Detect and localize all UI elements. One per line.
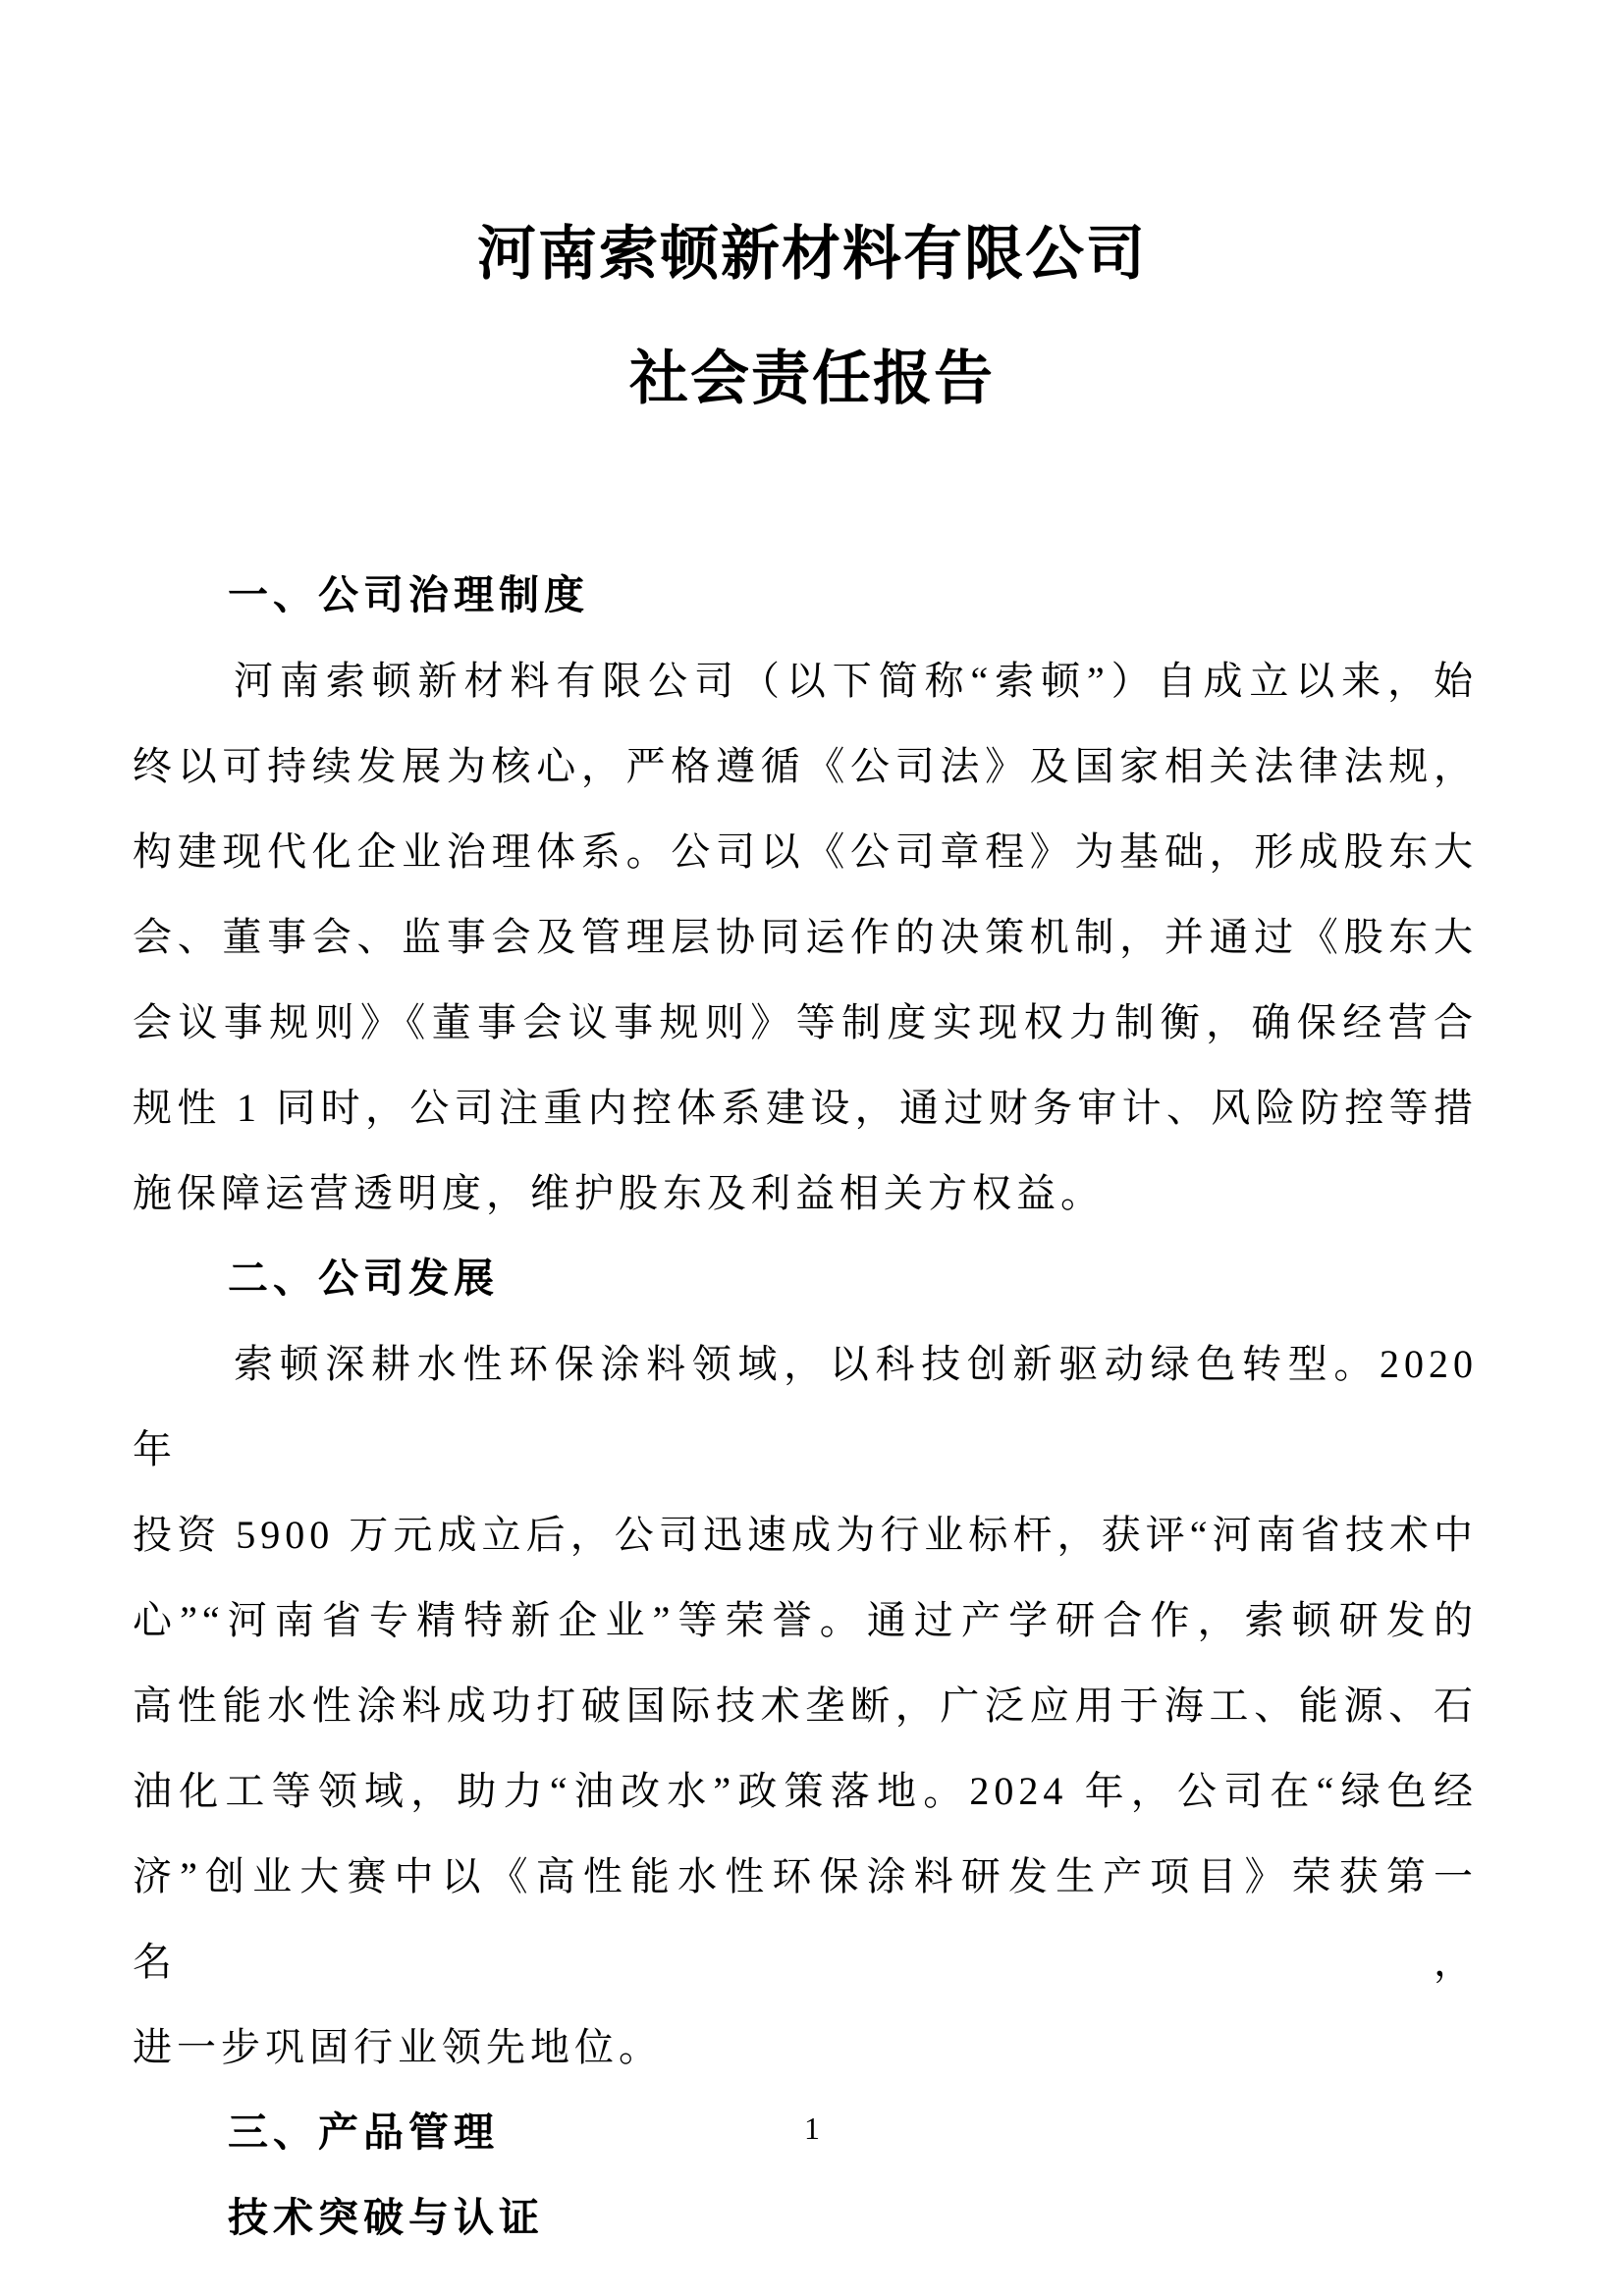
document-subtitle: 社会责任报告 [629, 347, 995, 411]
document-body [0, 553, 1624, 2261]
subsection-heading-tech: 技术突破与认证 [228, 2195, 544, 2240]
paragraph-line: 心”“河南省专精特新企业”等荣誉。通过产学研合作，索顿研发的 [133, 1598, 1478, 1642]
paragraph-line: 索顿深耕水性环保涂料领域，以科技创新驱动绿色转型。2020 年 [133, 1342, 1478, 1471]
paragraph-line: 施保障运营透明度，维护股东及利益相关方权益。 [133, 1171, 1105, 1215]
title-block [0, 192, 1624, 442]
paragraph-line: 会议事规则》《董事会议事规则》等制度实现权力制衡，确保经营合 [133, 1000, 1478, 1044]
paragraph-line: 油化工等领域，助力“油改水”政策落地。2024 年，公司在“绿色经 [133, 1769, 1478, 1813]
paragraph-line: 终以可持续发展为核心，严格遵循《公司法》及国家相关法律法规， [133, 744, 1478, 788]
page-number: 1 [804, 2110, 820, 2146]
paragraph-line: 构建现代化企业治理体系。公司以《公司章程》为基础，形成股东大 [133, 829, 1478, 874]
section-heading-governance: 一、公司治理制度 [228, 572, 589, 617]
document-title: 河南索顿新材料有限公司 [477, 222, 1147, 287]
paragraph-line: 规性 1 同时，公司注重内控体系建设，通过财务审计、风险防控等措 [133, 1086, 1478, 1130]
paragraph-line: 济”创业大赛中以《高性能水性环保涂料研发生产项目》荣获第一名， [133, 1854, 1478, 1984]
paragraph-line: 投资 5900 万元成立后，公司迅速成为行业标杆，获评“河南省技术中 [133, 1513, 1478, 1557]
paragraph-line: 进一步巩固行业领先地位。 [133, 2025, 663, 2069]
paragraph-line: 高性能水性涂料成功打破国际技术垄断，广泛应用于海工、能源、石 [133, 1683, 1478, 1728]
section-heading-product: 三、产品管理 [228, 2109, 499, 2155]
paragraph-line: 河南索顿新材料有限公司（以下简称“索顿”）自成立以来，始 [234, 659, 1478, 703]
paragraph-line: 会、董事会、监事会及管理层协同运作的决策机制，并通过《股东大 [133, 915, 1478, 959]
section-heading-development: 二、公司发展 [228, 1255, 499, 1301]
